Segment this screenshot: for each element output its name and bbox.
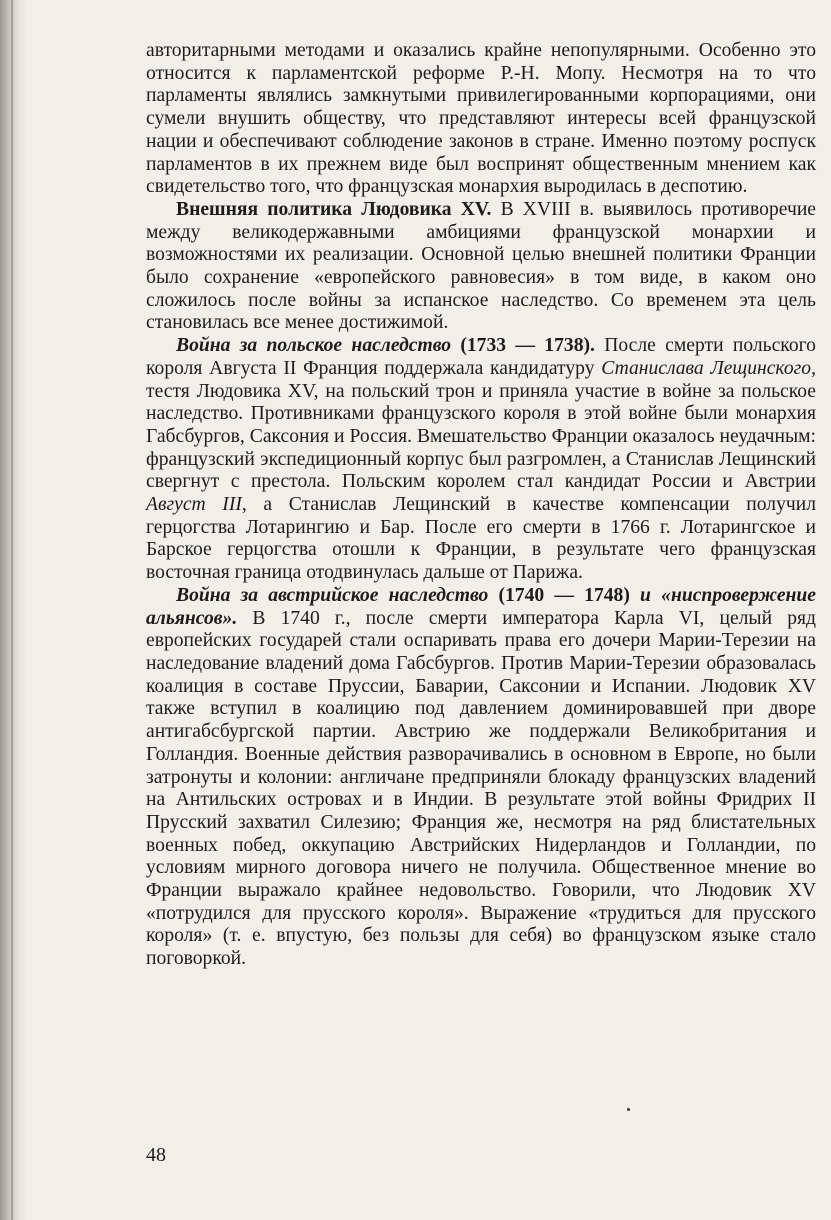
paragraph-austrian-succession xyxy=(146,585,816,971)
paragraph-austrian-text: В 1740 г., после смерти императора Карла VI, целый ряд европейских государей стали оспаривать права его дочери Марии-Терезии на наследование владений дома Габсбургов. Против Марии-Терезии образовалась коалиция в составе Пруссии, Баварии, Саксонии и Испании. Людовик XV также вступил в коалицию под давлением доминировавшей при дворе антигабсбургской партии. Австрию же поддержали Великобритания и Голландия. Военные действия разворачивались в основном в Европе, но были затронуты и колонии: англичане предприняли блокаду французских владений на Антильских островах и в Индии. В результате этой войны Фридрих II Прусский захватил Силезию; Франция же, несмотря на ряд блистательных военных побед, оккупацию Австрийских Нидерландов и Голландии, по условиям мирного договора ничего не получила. Общественное мнение во Франции выражало крайнее недовольство. Говорили, что Людовик XV «потрудился для прусского короля». Выражение «трудиться для прусского короля» (т. е. впустую, без пользы для себя) во французском языке стало поговоркой. xyxy=(146,607,816,970)
paragraph-1 xyxy=(146,40,816,199)
scan-binding-edge xyxy=(0,0,28,1220)
paragraph-polish-text-1: После смерти польского короля Августа II Франция поддержала кандидатуру xyxy=(146,335,816,379)
paragraph-polish-succession xyxy=(146,335,816,585)
page-number: 48 xyxy=(146,1144,166,1166)
page-text-block xyxy=(146,40,816,971)
paragraph-1-text: авторитарными методами и оказались крайне непопулярными. Особенно это относится к парламентской реформе Р.-Н. Мопу. Несмотря на то что парламенты являлись замкнутыми привилегированными корпорациями, они сумели внушить обществу, что представляют интересы всей французской нации и обеспечивают соблюдение законов в стране. Именно поэтому роспуск парламентов в их прежнем виде был воспринят общественным мнением как свидетельство того, что французская монархия выродилась в деспотию. xyxy=(146,40,816,198)
scan-binding-line xyxy=(11,0,13,1220)
section-heading-polish-war-years: (1733 — 1738). xyxy=(451,335,595,357)
section-heading-foreign-policy: Внешняя политика Людовика XV. xyxy=(176,198,492,220)
person-name-leszczynski: Станислава Лещинского xyxy=(601,357,812,379)
section-heading-polish-war: Война за польское наследство xyxy=(176,335,452,357)
paragraph-foreign-policy xyxy=(146,199,816,335)
person-name-august-iii: Август III xyxy=(146,494,242,516)
paragraph-polish-text-3: , а Станислав Лещинский в качестве компенсации получил герцогства Лотарингию и Бар. После его смерти в 1766 г. Лотарингское и Барское герцогства отошли к Франции, в результате чего французская восточная граница отодвинулась дальше от Парижа. xyxy=(146,494,816,584)
section-heading-austrian-war: Война за австрийское наследство xyxy=(176,584,489,606)
paragraph-polish-text-2: , тестя Людовика XV, на польский трон и приняла участие в войне за польское наследство. Противниками французского короля в этой войне были монархия Габсбургов, Саксония и Россия. Вмешательство Франции оказалось неудачным: французский экспедиционный корпус был разгромлен, а Станислав Лещинский свергнут с престола. Польским королем стал кандидат России и Австрии xyxy=(146,357,816,493)
section-heading-reversal-alliances: и «ниспровержение альянсов». xyxy=(146,584,816,629)
scan-speck xyxy=(627,1108,630,1111)
paragraph-foreign-policy-text: В XVIII в. выявилось противоречие между великодержавными амбициями французской монархии и возможностями их реализации. Основной целью внешней политики Франции было сохранение «европейского равновесия» в том виде, в каком оно сложилось после войны за испанское наследство. Со временем эта цель становилась все менее достижимой. xyxy=(146,198,816,334)
section-heading-austrian-war-years: (1740 — 1748) xyxy=(488,584,630,606)
